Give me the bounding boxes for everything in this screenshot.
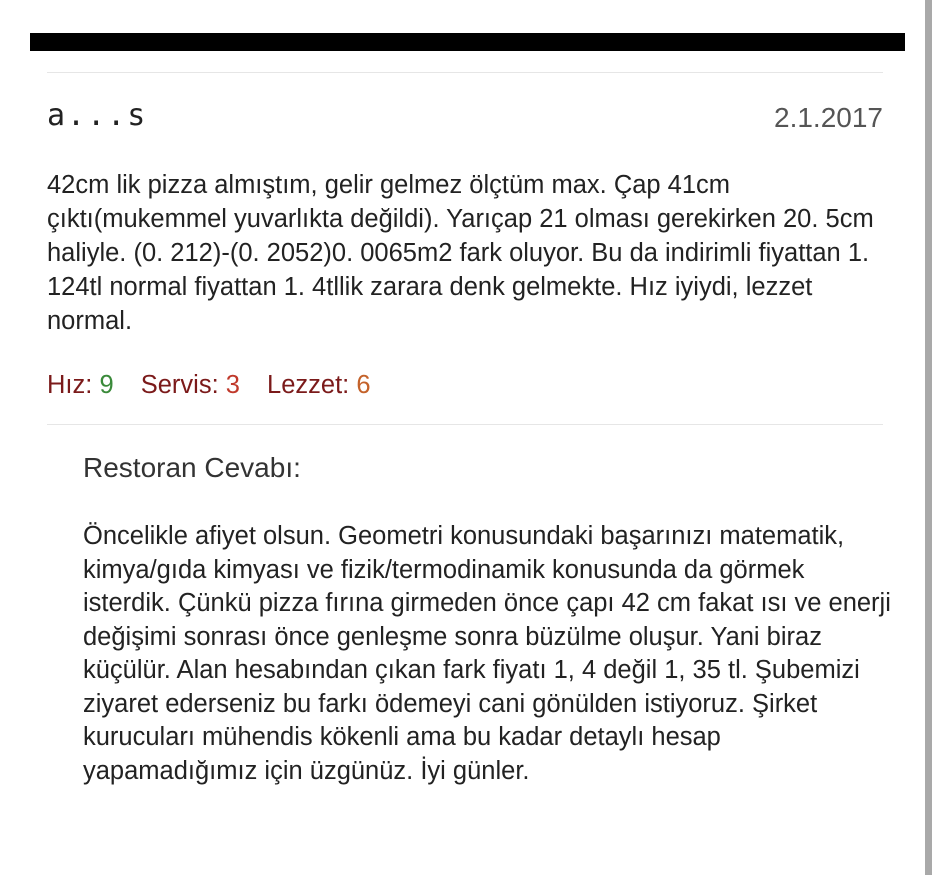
review-text: 42cm lik pizza almıştım, gelir gelmez ölçtüm max. Çap 41cm çıktı(mukemmel yuvarlıkta değildi). Yarıçap 21 olması gerekirken 20. 5cm haliyle. (0. 212)-(0. 2052)0. 0065m2 fark oluyor. Bu da indirimli fiyattan 1. 124tl normal fiyattan 1. 4tllik zarara denk gelmekte. Hız iyiydi, lezzet normal. — [47, 171, 874, 335]
reply-title: Restoran Cevabı: — [83, 452, 301, 483]
scrollbar-edge[interactable] — [925, 0, 932, 875]
rating-value-speed: 9 — [99, 371, 114, 399]
review-header — [47, 96, 883, 136]
rating-value-service: 3 — [225, 371, 240, 399]
header-bar — [30, 33, 905, 51]
rating-label-service: Servis: — [140, 371, 219, 399]
divider-top — [47, 72, 883, 73]
divider-reply — [47, 424, 883, 425]
reply-text: Öncelikle afiyet olsun. Geometri konusundaki başarınızı matematik, kimya/gıda kimyası ve fizik/termodinamik konusunda da görmek isterdik. Çünkü pizza fırına girmeden önce çapı 42 cm fakat ısı ve enerji değişimi sonrası önce genleşme sonra büzülme oluşur. Yani biraz küçülür. Alan hesabından çıkan fark fiyatı 1, 4 değil 1, 35 tl. Şubemizi ziyaret ederseniz bu farkı ödemeyi cani gönülden istiyoruz. Şirket kurucuları mühendis kökenli ama bu kadar detaylı hesap yapamadığımız için üzgünüz. İyi günler. — [83, 522, 891, 785]
rating-label-taste: Lezzet: — [267, 371, 350, 399]
rating-label-speed: Hız: — [47, 371, 93, 399]
reviewer-username[interactable]: a...s — [47, 98, 148, 133]
rating-value-taste: 6 — [356, 371, 371, 399]
review-date: 2.1.2017 — [774, 102, 883, 133]
ratings-row — [47, 369, 371, 401]
